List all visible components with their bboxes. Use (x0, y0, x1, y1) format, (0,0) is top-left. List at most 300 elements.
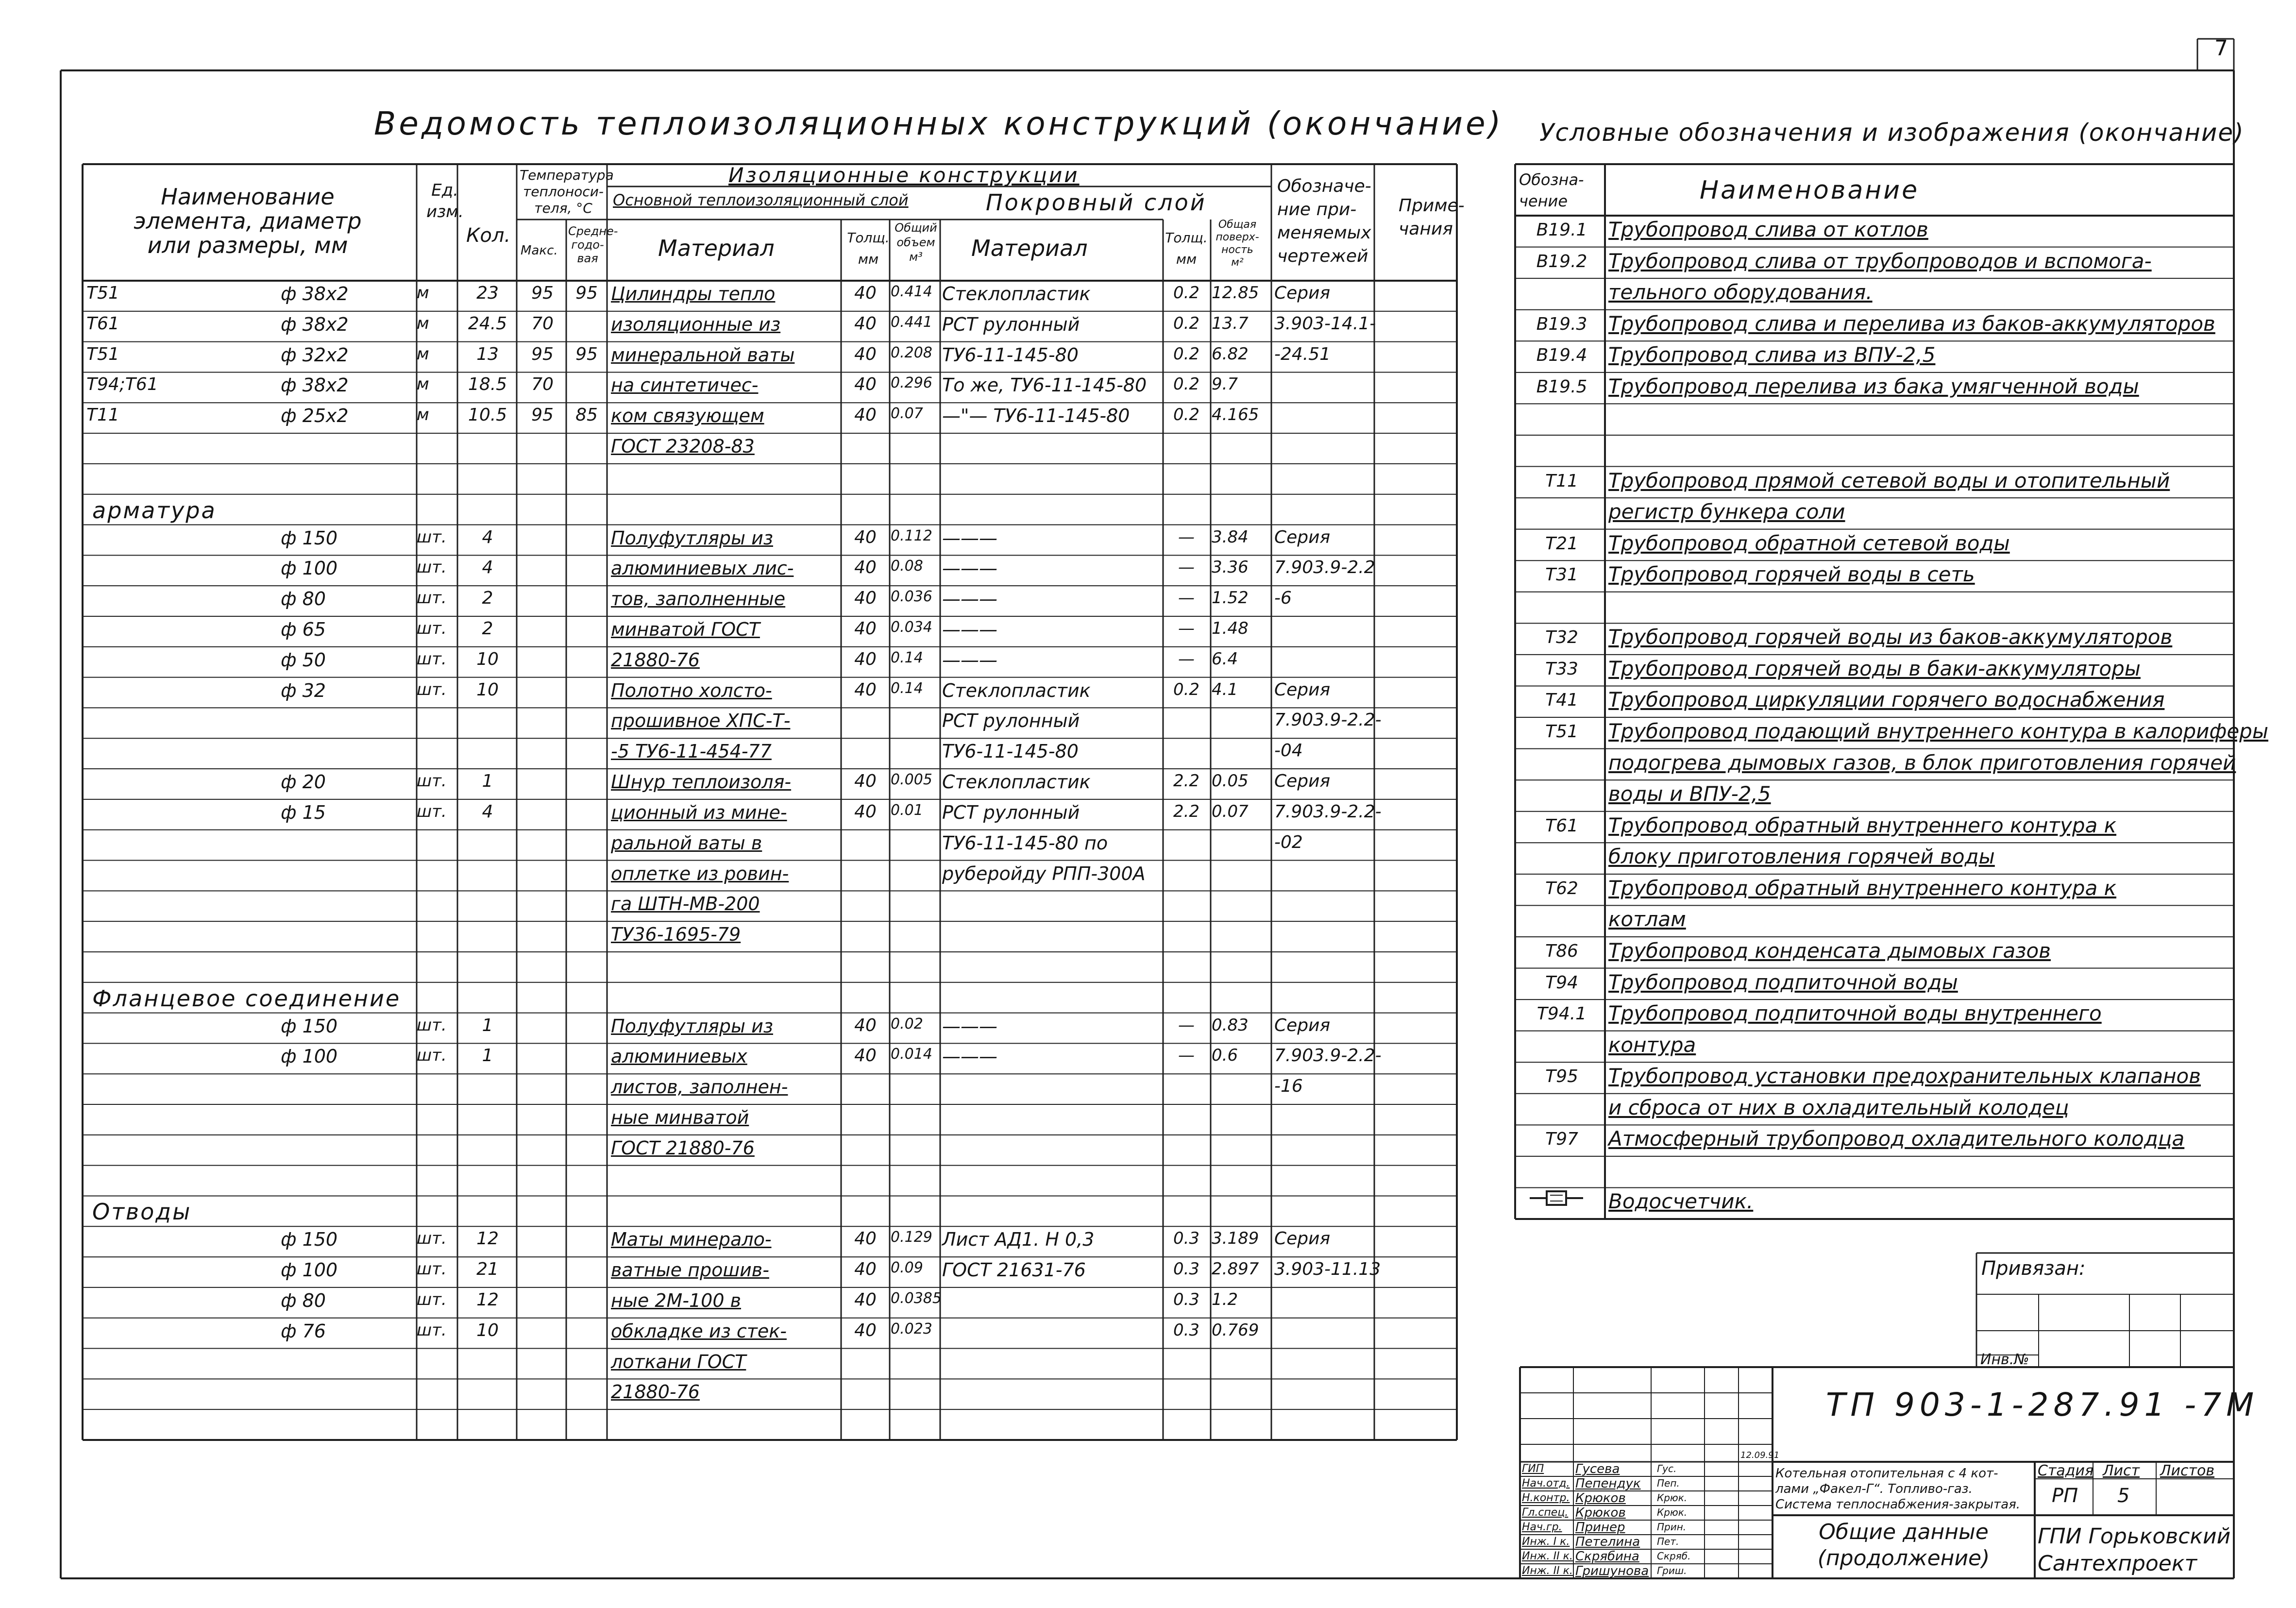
symbol-description: Трубопровод конденсата дымовых газов (1608, 938, 2051, 963)
staff-name: Петелина (1575, 1535, 1640, 1549)
left-cell: 0.09 (891, 1259, 923, 1277)
left-cell: 1 (482, 771, 493, 792)
left-cell: 6.4 (1212, 649, 1238, 669)
left-cell: 70 (531, 374, 554, 395)
left-cell: Серия (1274, 771, 1331, 792)
project-description: Котельная отопительная с 4 кот- лами „Факел-Г“. Топливо-газ. Система теплоснабжения-закрытая. (1775, 1466, 2021, 1512)
left-cell: 40 (854, 405, 877, 425)
left-cell: 21 (476, 1259, 499, 1280)
left-table-title: Ведомость теплоизоляционных конструкций (окончание) (374, 105, 1504, 142)
sheet-value: 5 (2117, 1485, 2130, 1507)
left-cell: 40 (854, 1259, 877, 1280)
left-cell: шт. (417, 1015, 447, 1035)
right-header-name: Наименование (1700, 176, 1920, 205)
left-cell: ф 100 (281, 1046, 338, 1067)
symbol-code: В19.3 (1536, 314, 1587, 334)
staff-signature: Крюк. (1657, 1492, 1688, 1504)
left-cell: 40 (854, 344, 877, 364)
header-drawing: Обозначе- ние при- меняемых чертежей (1277, 176, 1371, 266)
left-cell: оплетке из ровин- (611, 863, 789, 884)
header-base-layer: Основной теплоизоляционный слой (613, 191, 909, 209)
left-cell: Маты минерало- (611, 1229, 772, 1251)
left-cell: изоляционные из (611, 313, 781, 335)
left-cell: м (417, 313, 429, 333)
staff-name: Гусева (1575, 1462, 1620, 1476)
symbol-description: блоку приготовления горячей воды (1608, 845, 1995, 869)
left-cell: 0.2 (1173, 405, 1200, 425)
left-cell: 40 (854, 1046, 877, 1066)
symbol-code: Т32 (1545, 627, 1578, 648)
staff-role: Нач.отд. (1522, 1477, 1570, 1490)
symbol-code: Т11 (1545, 471, 1578, 491)
left-cell: шт. (417, 1046, 447, 1066)
symbol-description: тельного оборудования. (1608, 280, 1873, 305)
left-cell: 4 (482, 558, 493, 578)
symbol-code: Т21 (1545, 533, 1578, 554)
left-cell: 0.2 (1173, 679, 1200, 699)
doc-title: Общие данные (продолжение) (1817, 1520, 1990, 1571)
left-cell: ральной ваты в (611, 832, 762, 854)
left-cell: Полуфутляры из (611, 1015, 773, 1037)
left-cell: ф 38х2 (281, 374, 349, 396)
attached-label: Привязан: (1981, 1257, 2086, 1280)
left-cell: 0.023 (891, 1320, 932, 1337)
left-cell: 1.52 (1212, 588, 1249, 608)
staff-signature: Прин. (1657, 1521, 1687, 1533)
left-cell: -16 (1274, 1076, 1303, 1097)
symbol-description: Трубопровод горячей воды в баки-аккумуляторы (1608, 656, 2141, 680)
symbol-description: Трубопровод обратной сетевой воды (1608, 531, 2010, 555)
right-header-code: Обозна- чение (1519, 170, 1584, 210)
left-cell: 2.2 (1173, 801, 1200, 821)
symbol-description: Трубопровод установки предохранительных клапанов (1608, 1064, 2201, 1088)
left-cell: 0.2 (1173, 313, 1200, 333)
symbol-description: Трубопровод обратный внутреннего контура к (1608, 876, 2117, 900)
left-cell: 7.903.9-2.2- (1274, 710, 1382, 730)
symbol-description: Трубопровод слива из ВПУ-2,5 (1608, 343, 1936, 367)
section-label: Фланцевое соединение (92, 985, 401, 1012)
left-cell: 0.6 (1212, 1046, 1238, 1066)
staff-role: Гл.спец. (1522, 1506, 1569, 1519)
symbol-code: Т61 (1545, 815, 1578, 836)
left-cell: ——— (942, 1015, 997, 1037)
left-cell: минеральной ваты (611, 344, 795, 366)
left-cell: Серия (1274, 527, 1331, 547)
left-cell: — (1178, 1015, 1195, 1035)
left-cell: ГОСТ 21880-76 (611, 1137, 755, 1159)
inventory-label: Инв.№ (1980, 1351, 2029, 1368)
left-cell: шт. (417, 527, 447, 547)
symbol-description: Трубопровод слива и перелива из баков-аккумуляторов (1608, 311, 2215, 336)
header-material: Материал (658, 235, 775, 261)
symbol-description: Трубопровод слива от трубопроводов и вспомога- (1608, 249, 2152, 273)
left-cell: ТУ6-11-145-80 по (942, 832, 1108, 854)
left-cell: 0.3 (1173, 1229, 1200, 1249)
left-cell: ф 150 (281, 1015, 338, 1037)
left-cell: ф 76 (281, 1320, 326, 1342)
left-cell: 10 (476, 1320, 499, 1340)
left-cell: 0.208 (891, 344, 932, 361)
symbol-code: В19.2 (1536, 251, 1587, 271)
left-cell: ТУ36-1695-79 (611, 924, 741, 946)
left-cell: 0.769 (1212, 1320, 1259, 1340)
left-cell: 1.48 (1212, 618, 1249, 638)
left-cell: 7.903.9-2.2- (1274, 1046, 1382, 1066)
left-cell: ——— (942, 1046, 997, 1067)
left-cell: шт. (417, 1320, 447, 1340)
left-cell: Серия (1274, 1229, 1331, 1249)
left-cell: РСТ рулонный (942, 710, 1080, 732)
left-cell: ГОСТ 21631-76 (942, 1259, 1086, 1281)
left-cell: обкладке из стек- (611, 1320, 787, 1342)
left-cell: шт. (417, 801, 447, 821)
left-cell: 0.034 (891, 618, 932, 636)
symbol-description: Трубопровод подающий внутреннего контура в калориферы (1608, 719, 2268, 743)
staff-signature: Гус. (1657, 1463, 1677, 1474)
left-cell: м (417, 405, 429, 425)
left-cell: РСТ рулонный (942, 313, 1080, 335)
symbol-description: Атмосферный трубопровод охладительного колодца (1608, 1127, 2185, 1151)
left-cell: — (1178, 588, 1195, 608)
left-cell: Т61 (86, 313, 119, 334)
left-cell: 0.2 (1173, 283, 1200, 303)
symbol-description: подогрева дымовых газов, в блок приготовления горячей (1608, 750, 2236, 775)
staff-role: Инж. I к. (1522, 1536, 1570, 1548)
left-cell: 0.01 (891, 801, 923, 819)
left-cell: ——— (942, 618, 997, 640)
left-cell: 95 (531, 283, 554, 303)
left-cell: Полуфутляры из (611, 527, 773, 549)
left-cell: руберойду РПП-300А (942, 863, 1146, 884)
symbol-description: Трубопровод циркуляции горячего водоснабжения (1608, 688, 2165, 712)
left-cell: 1 (482, 1015, 493, 1035)
left-cell: — (1178, 1046, 1195, 1066)
left-cell: шт. (417, 1289, 447, 1309)
left-cell: 40 (854, 618, 877, 639)
left-cell: 13 (476, 344, 499, 364)
symbol-code: Т97 (1545, 1129, 1578, 1150)
left-cell: м (417, 344, 429, 364)
left-cell: 0.14 (891, 649, 923, 666)
header-volume: Общий объем м³ (895, 221, 937, 264)
header-temp-avg: Средне- годо- вая (568, 224, 618, 265)
left-cell: ГОСТ 23208-83 (611, 436, 755, 457)
staff-name: Принер (1575, 1520, 1625, 1535)
left-cell: м (417, 283, 429, 303)
left-cell: -24.51 (1274, 344, 1331, 364)
left-cell: 0.036 (891, 588, 932, 606)
staff-signature: Пеп. (1657, 1477, 1680, 1489)
left-cell: 3.903-14.1- (1274, 313, 1376, 334)
left-cell: 0.441 (891, 313, 932, 331)
left-cell: —"— ТУ6-11-145-80 (942, 405, 1130, 427)
left-cell: Т51 (86, 283, 119, 303)
left-cell: ТУ6-11-145-80 (942, 344, 1079, 366)
sheets-label: Листов (2160, 1462, 2215, 1479)
left-cell: 0.02 (891, 1015, 923, 1033)
left-cell: 40 (854, 374, 877, 395)
symbol-code: Т95 (1545, 1066, 1578, 1087)
left-cell: 3.84 (1212, 527, 1249, 547)
header-temp: Температура теплоноси- теля, °С (520, 167, 614, 216)
left-cell: 40 (854, 1015, 877, 1035)
left-cell: м (417, 374, 429, 394)
symbol-code: Т94.1 (1536, 1004, 1587, 1024)
symbol-code: Т94 (1545, 972, 1578, 993)
left-cell: Серия (1274, 1015, 1331, 1035)
doc-code: ТП 903-1-287.91 -7М (1826, 1386, 2259, 1423)
left-cell: 7.903.9-2.2 (1274, 558, 1375, 578)
symbol-description: контура (1608, 1033, 1696, 1057)
left-cell: минватой ГОСТ (611, 618, 760, 640)
staff-signature: Скряб. (1657, 1550, 1691, 1562)
left-cell: ф 100 (281, 558, 338, 579)
left-cell: 40 (854, 771, 877, 792)
left-cell: шт. (417, 1229, 447, 1249)
left-cell: 12 (476, 1229, 499, 1249)
left-cell: га ШТН-МВ-200 (611, 893, 760, 915)
left-cell: 2.897 (1212, 1259, 1259, 1279)
left-cell: шт. (417, 618, 447, 638)
section-label: арматура (92, 497, 217, 524)
left-cell: 0.2 (1173, 374, 1200, 394)
left-cell: 0.2 (1173, 344, 1200, 364)
left-cell: 40 (854, 1289, 877, 1310)
left-cell: -02 (1274, 832, 1303, 852)
staff-role: Инж. II к. (1522, 1565, 1573, 1577)
left-cell: 21880-76 (611, 1381, 700, 1403)
left-cell: шт. (417, 558, 447, 577)
symbol-description: регистр бункера соли (1608, 500, 1845, 524)
symbol-code: В19.5 (1536, 376, 1587, 397)
left-cell: ——— (942, 527, 997, 549)
staff-role: Н.контр. (1522, 1492, 1570, 1504)
symbol-code: Т51 (1545, 722, 1578, 742)
left-cell: 40 (854, 801, 877, 822)
header-insulation: Изоляционные конструкции (728, 163, 1080, 187)
left-cell: ные минватой (611, 1107, 749, 1129)
left-cell: Стеклопластик (942, 283, 1091, 305)
left-cell: ф 38х2 (281, 283, 349, 305)
left-cell: алюминиевых (611, 1046, 747, 1067)
left-cell: ф 80 (281, 1289, 326, 1311)
left-cell: ватные прошив- (611, 1259, 769, 1281)
left-cell: ф 25х2 (281, 405, 349, 427)
header-temp-max: Макс. (521, 243, 558, 258)
symbol-description: Трубопровод горячей воды в сеть (1608, 562, 1975, 587)
symbol-description: Трубопровод горячей воды из баков-аккумуляторов (1608, 625, 2173, 649)
left-cell: 95 (531, 405, 554, 425)
left-cell: 40 (854, 649, 877, 669)
left-cell: 10 (476, 679, 499, 700)
symbol-code: Т33 (1545, 659, 1578, 679)
left-cell: прошивное ХПС-Т- (611, 710, 791, 732)
left-cell: 0.0385 (891, 1289, 942, 1307)
left-cell: 0.83 (1212, 1015, 1249, 1035)
left-cell: Полотно холсто- (611, 679, 772, 701)
left-cell: Стеклопластик (942, 679, 1091, 701)
left-cell: 0.3 (1173, 1320, 1200, 1340)
left-cell: ционный из мине- (611, 801, 787, 823)
staff-name: Гришунова (1575, 1564, 1649, 1578)
left-cell: То же, ТУ6-11-145-80 (942, 374, 1147, 396)
left-cell: -04 (1274, 741, 1303, 761)
left-cell: листов, заполнен- (611, 1076, 788, 1098)
left-cell: 40 (854, 283, 877, 303)
left-cell: 0.112 (891, 527, 932, 544)
staff-name: Крюков (1575, 1506, 1626, 1520)
left-cell: ф 100 (281, 1259, 338, 1281)
left-cell: 40 (854, 558, 877, 578)
left-cell: 40 (854, 679, 877, 700)
left-cell: шт. (417, 1259, 447, 1279)
left-cell: 95 (575, 283, 598, 303)
left-cell: ф 150 (281, 1229, 338, 1251)
left-cell: ф 65 (281, 618, 326, 640)
symbol-description: Трубопровод подпиточной воды внутреннего (1608, 1001, 2102, 1026)
staff-name: Скрябина (1575, 1549, 1639, 1564)
left-cell: 40 (854, 313, 877, 334)
left-cell: ф 20 (281, 771, 326, 793)
header-cover-material: Материал (971, 235, 1088, 261)
sheet-number: 7 (2214, 36, 2228, 61)
left-cell: 40 (854, 1320, 877, 1340)
left-cell: 0.3 (1173, 1289, 1200, 1309)
left-cell: — (1178, 527, 1195, 547)
left-cell: 0.3 (1173, 1259, 1200, 1279)
staff-signature: Гриш. (1657, 1565, 1687, 1576)
staff-role: Нач.гр. (1522, 1521, 1562, 1533)
left-cell: Цилиндры тепло (611, 283, 776, 305)
staff-signature: Крюк. (1657, 1506, 1688, 1518)
left-cell: Шнур теплоизоля- (611, 771, 792, 793)
left-cell: лоткани ГОСТ (611, 1351, 746, 1372)
left-cell: Т51 (86, 344, 119, 364)
left-cell: ——— (942, 558, 997, 579)
sheet-label: Лист (2103, 1462, 2140, 1479)
left-cell: тов, заполненные (611, 588, 786, 610)
left-cell: 1 (482, 1046, 493, 1066)
left-cell: Лист АД1. Н 0,3 (942, 1229, 1095, 1251)
left-cell: Т94;Т61 (86, 374, 158, 395)
left-cell: 24.5 (468, 313, 507, 334)
left-cell: 0.005 (891, 771, 932, 789)
left-cell: ф 32 (281, 679, 326, 701)
right-table-title: Условные обозначения и изображения (окончание) (1539, 118, 2245, 147)
symbol-description: Трубопровод перелива из бака умягченной воды (1608, 374, 2139, 398)
left-cell: 4.165 (1212, 405, 1259, 425)
left-cell: 12 (476, 1289, 499, 1310)
left-cell: Стеклопластик (942, 771, 1091, 793)
symbol-description: Трубопровод прямой сетевой воды и отопительный (1608, 468, 2170, 492)
left-cell: ф 150 (281, 527, 338, 549)
left-cell: 13.7 (1212, 313, 1249, 333)
left-cell: 85 (575, 405, 598, 425)
left-cell: 1.2 (1212, 1289, 1238, 1309)
left-cell: 40 (854, 588, 877, 609)
left-cell: ф 50 (281, 649, 326, 671)
left-cell: 40 (854, 1229, 877, 1249)
header-cover-layer: Покровный слой (986, 189, 1207, 216)
left-cell: 70 (531, 313, 554, 334)
left-cell: 9.7 (1212, 374, 1238, 394)
left-cell: ком связующем (611, 405, 764, 427)
left-cell: шт. (417, 771, 447, 791)
left-cell: на синтетичес- (611, 374, 759, 396)
left-cell: Т11 (86, 405, 119, 425)
staff-signature: Пет. (1657, 1536, 1679, 1547)
left-cell: 4 (482, 527, 493, 547)
left-cell: ф 38х2 (281, 313, 349, 335)
left-cell: — (1178, 618, 1195, 638)
symbol-description: Трубопровод обратный внутреннего контура к (1608, 813, 2117, 837)
left-cell: РСТ рулонный (942, 801, 1080, 823)
symbol-code: Т62 (1545, 878, 1578, 898)
left-cell: шт. (417, 588, 447, 608)
left-cell: 0.296 (891, 374, 932, 392)
left-cell: 40 (854, 527, 877, 547)
left-cell: 0.07 (1212, 801, 1249, 821)
left-cell: 95 (575, 344, 598, 364)
left-cell: Серия (1274, 679, 1331, 700)
left-cell: алюминиевых лис- (611, 558, 794, 579)
left-cell: 2.2 (1173, 771, 1200, 791)
header-surface: Общая поверх- ность м² (1216, 219, 1259, 269)
left-cell: -5 ТУ6-11-454-77 (611, 741, 772, 762)
left-cell: 10.5 (468, 405, 507, 425)
header-unit: Ед. изм. (426, 181, 464, 221)
left-cell: ф 80 (281, 588, 326, 610)
left-cell: 0.014 (891, 1046, 932, 1063)
symbol-code: В19.4 (1536, 345, 1587, 366)
symbol-code: Т86 (1545, 941, 1578, 961)
symbol-description: Водосчетчик. (1608, 1189, 1754, 1214)
symbol-description: Трубопровод слива от котлов (1608, 218, 1928, 241)
left-cell: 0.14 (891, 679, 923, 697)
staff-role: ГИП (1522, 1463, 1544, 1475)
left-cell: 95 (531, 344, 554, 364)
symbol-description: Трубопровод подпиточной воды (1608, 970, 1958, 994)
left-cell: ——— (942, 588, 997, 610)
staff-name: Пепендук (1575, 1476, 1641, 1491)
left-cell: 4 (482, 801, 493, 822)
left-cell: — (1178, 649, 1195, 669)
left-cell: 10 (476, 649, 499, 669)
left-cell: 7.903.9-2.2- (1274, 801, 1382, 822)
left-cell: — (1178, 558, 1195, 577)
left-cell: 3.189 (1212, 1229, 1259, 1249)
left-cell: 3.903-11.13 (1274, 1259, 1381, 1280)
left-cell: 21880-76 (611, 649, 700, 671)
left-cell: шт. (417, 649, 447, 669)
staff-role: Инж. II к. (1522, 1550, 1573, 1562)
section-label: Отводы (92, 1199, 192, 1225)
header-name: Наименование элемента, диаметр или размеры, мм (134, 184, 362, 258)
left-cell: 12.85 (1212, 283, 1259, 303)
left-cell: ф 32х2 (281, 344, 349, 366)
left-cell: Серия (1274, 283, 1331, 303)
header-cover-thickness: Толщ. мм (1165, 230, 1208, 267)
left-cell: ТУ6-11-145-80 (942, 741, 1079, 762)
left-cell: ные 2М-100 в (611, 1289, 741, 1311)
left-cell: 2 (482, 618, 493, 639)
left-cell: 0.129 (891, 1229, 932, 1246)
left-cell: шт. (417, 679, 447, 699)
header-thickness: Толщ. мм (847, 230, 890, 267)
staff-name: Крюков (1575, 1491, 1626, 1506)
left-cell: 23 (476, 283, 499, 303)
header-note: Приме- чания (1399, 196, 1465, 239)
